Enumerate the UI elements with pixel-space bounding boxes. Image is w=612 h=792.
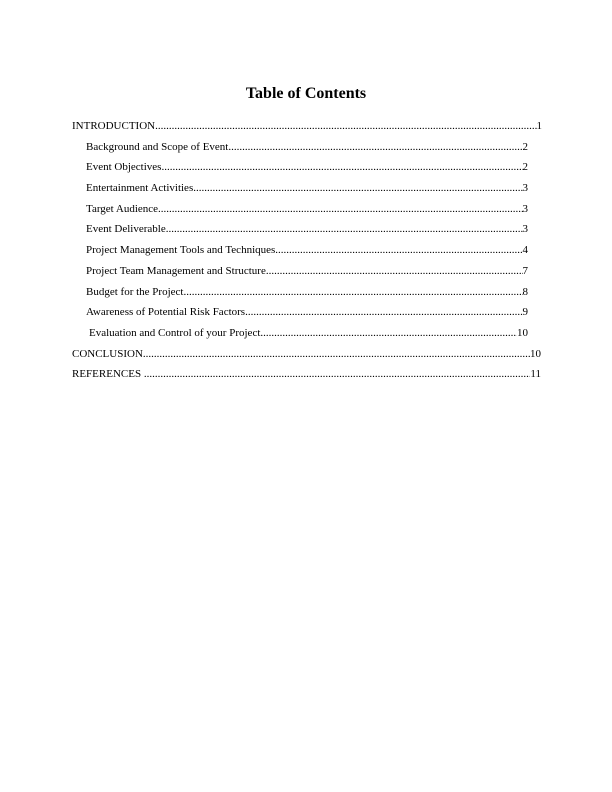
toc-entry-label: Project Management Tools and Techniques xyxy=(86,244,276,257)
toc-entry-conclusion[interactable] xyxy=(72,344,542,365)
toc-page-number: 8 xyxy=(522,285,528,298)
toc-entry-label: REFERENCES xyxy=(72,368,144,381)
toc-leader-dots xyxy=(143,344,530,365)
toc-entry-risk-factors[interactable] xyxy=(72,302,542,323)
toc-entry-pm-tools[interactable] xyxy=(72,240,542,261)
toc-entry-event-objectives[interactable] xyxy=(72,157,542,178)
toc-entry-background[interactable] xyxy=(72,137,542,158)
toc-leader-dots xyxy=(245,302,522,323)
toc-entry-budget[interactable] xyxy=(72,282,542,303)
toc-entry-label: INTRODUCTION xyxy=(72,120,156,132)
toc-entry-references[interactable] xyxy=(72,364,542,385)
toc-page-number: 4 xyxy=(522,244,528,257)
toc-entry-label: Awareness of Potential Risk Factors xyxy=(86,306,246,319)
toc-entry-target-audience[interactable] xyxy=(72,199,542,220)
toc-entry-label: Entertainment Activities xyxy=(86,182,194,195)
toc-title: Table of Contents xyxy=(245,85,367,102)
toc-leader-dots xyxy=(275,240,522,261)
toc-entry-team-management[interactable] xyxy=(72,261,542,282)
toc-page-number: 7 xyxy=(522,264,528,277)
toc-leader-dots xyxy=(193,178,522,199)
toc-page-number: 11 xyxy=(530,368,541,381)
toc-entry-evaluation[interactable] xyxy=(72,323,542,344)
toc-page-number: 10 xyxy=(530,347,541,360)
toc-entry-label: Event Deliverable xyxy=(86,223,166,236)
toc-leader-dots xyxy=(155,116,536,137)
toc-entry-label: CONCLUSION xyxy=(72,347,143,360)
toc-leader-dots xyxy=(161,157,522,178)
toc-page-number: 1 xyxy=(536,120,542,132)
toc-entry-entertainment[interactable] xyxy=(72,178,542,199)
toc-leader-dots xyxy=(183,282,522,303)
toc-page-number: 9 xyxy=(522,306,528,319)
toc-entry-label: Budget for the Project xyxy=(86,285,184,298)
toc-leader-dots xyxy=(228,137,522,158)
toc-leader-dots xyxy=(158,199,522,220)
toc-page-number: 10 xyxy=(517,326,528,339)
toc-leader-dots xyxy=(260,323,517,344)
toc-page-number: 3 xyxy=(522,182,528,195)
toc-leader-dots xyxy=(266,261,523,282)
table-of-contents xyxy=(72,116,542,385)
toc-entry-label: Target Audience xyxy=(86,202,159,215)
toc-page-number: 2 xyxy=(522,161,528,174)
toc-page-number: 2 xyxy=(522,140,528,153)
toc-entry-introduction[interactable] xyxy=(72,116,542,137)
toc-leader-dots xyxy=(166,219,523,240)
toc-entry-label: Background and Scope of Event xyxy=(86,140,229,153)
toc-entry-label: Event Objectives xyxy=(86,161,162,174)
toc-page-number: 3 xyxy=(522,223,528,236)
toc-entry-label: Project Team Management and Structure xyxy=(86,264,266,277)
toc-entry-label: Evaluation and Control of your Project xyxy=(89,326,261,339)
toc-leader-dots xyxy=(144,364,531,385)
toc-entry-event-deliverable[interactable] xyxy=(72,219,542,240)
toc-page-number: 3 xyxy=(522,202,528,215)
